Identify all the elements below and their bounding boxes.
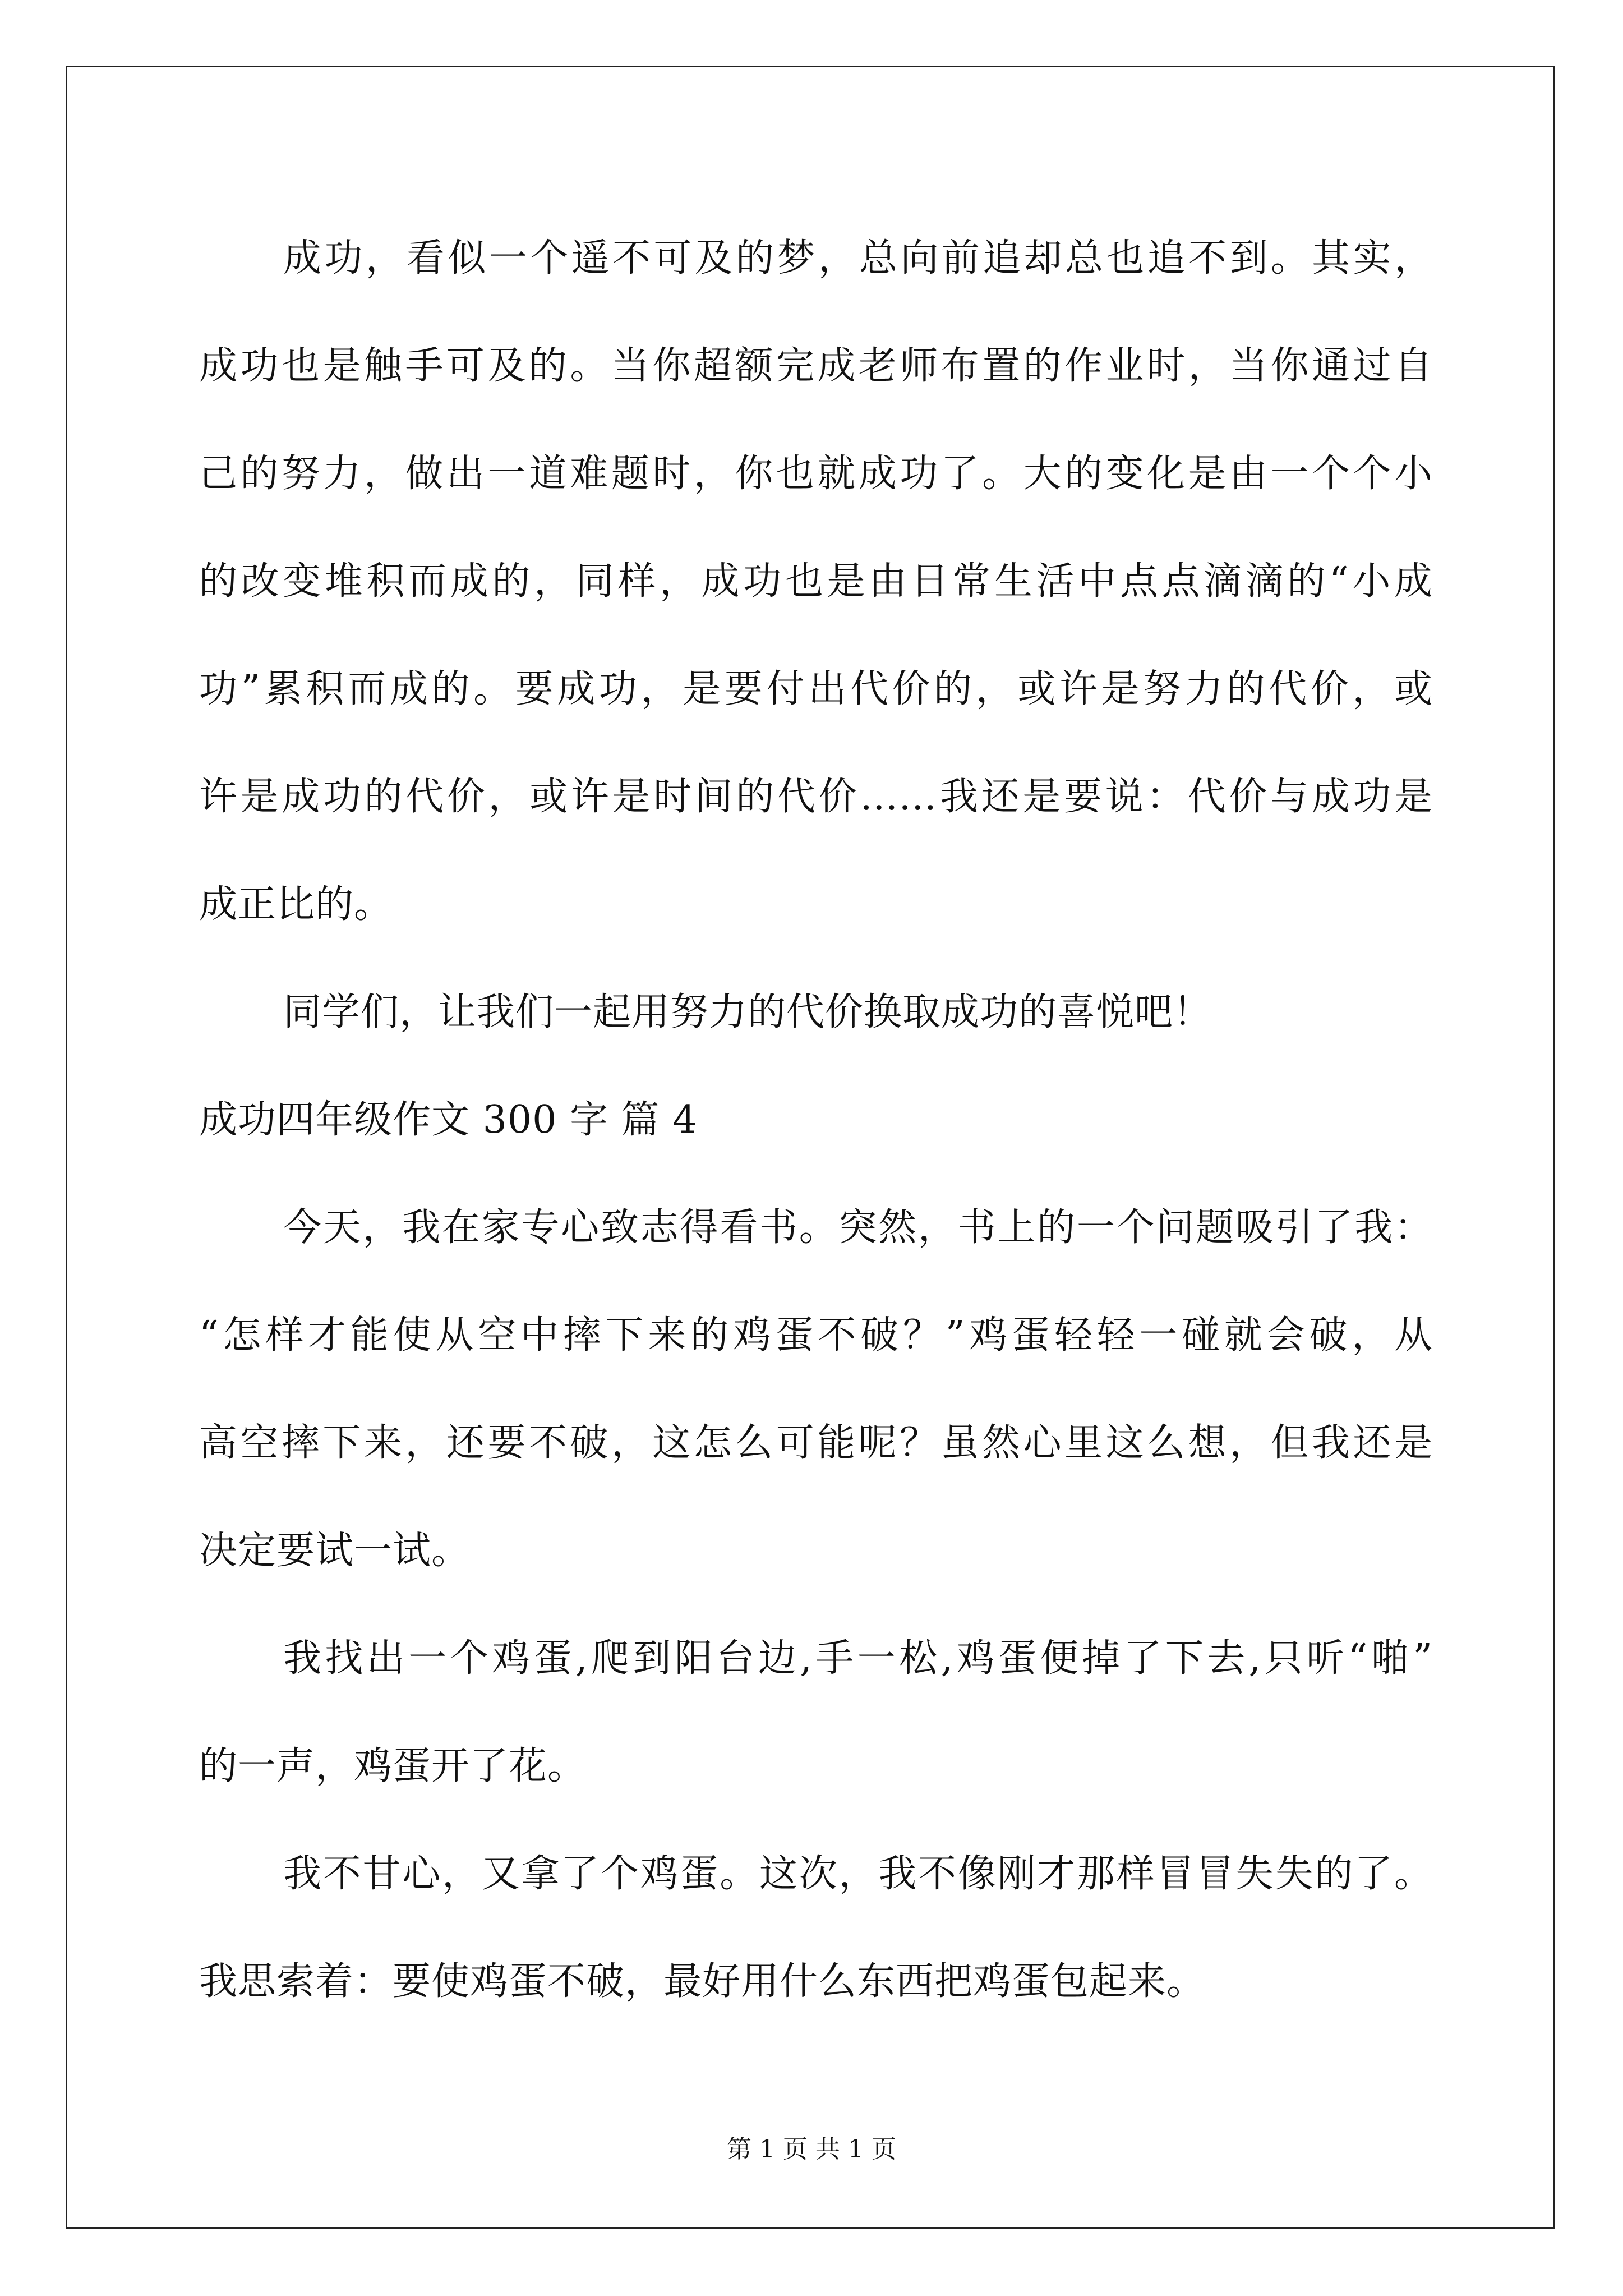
paragraph-line: 功”累积而成的。要成功，是要付出代价的，或许是努力的代价，或	[199, 667, 1433, 711]
paragraph-line: 我思索着：要使鸡蛋不破，最好用什么东西把鸡蛋包起来。	[199, 1959, 1206, 2004]
paragraph-line: 成正比的。	[199, 882, 393, 927]
document-body	[199, 205, 1433, 2036]
section-heading: 成功四年级作文 300 字 篇 4	[199, 1098, 698, 1142]
paragraph-line: 同学们，让我们一起用努力的代价换取成功的喜悦吧！	[283, 990, 1212, 1034]
paragraph-line: 决定要试一试。	[199, 1529, 471, 1573]
paragraph-line: 的一声，鸡蛋开了花。	[199, 1744, 587, 1788]
page-footer: 第 1 页 共 1 页	[727, 2135, 896, 2164]
paragraph-line: 许是成功的代价，或许是时间的代价……我还是要说：代价与成功是	[199, 775, 1433, 819]
paragraph-line: 今天，我在家专心致志得看书。突然，书上的一个问题吸引了我：	[283, 1205, 1433, 1250]
paragraph-line: 己的努力，做出一道难题时，你也就成功了。大的变化是由一个个小	[199, 452, 1433, 496]
paragraph-line: “怎样才能使从空中摔下来的鸡蛋不破？”鸡蛋轻轻一碰就会破，从	[199, 1313, 1433, 1358]
paragraph-line: 的改变堆积而成的，同样，成功也是由日常生活中点点滴滴的“小成	[199, 559, 1433, 604]
paragraph-line: 成功，看似一个遥不可及的梦，总向前追却总也追不到。其实，	[283, 236, 1433, 280]
paragraph-line: 成功也是触手可及的。当你超额完成老师布置的作业时，当你通过自	[199, 344, 1433, 388]
paragraph-line: 我找出一个鸡蛋,爬到阳台边,手一松,鸡蛋便掉了下去,只听“啪”	[283, 1636, 1433, 1681]
paragraph-line: 我不甘心，又拿了个鸡蛋。这次，我不像刚才那样冒冒失失的了。	[283, 1852, 1433, 1896]
paragraph-line: 高空摔下来，还要不破，这怎么可能呢？虽然心里这么想，但我还是	[199, 1421, 1433, 1465]
